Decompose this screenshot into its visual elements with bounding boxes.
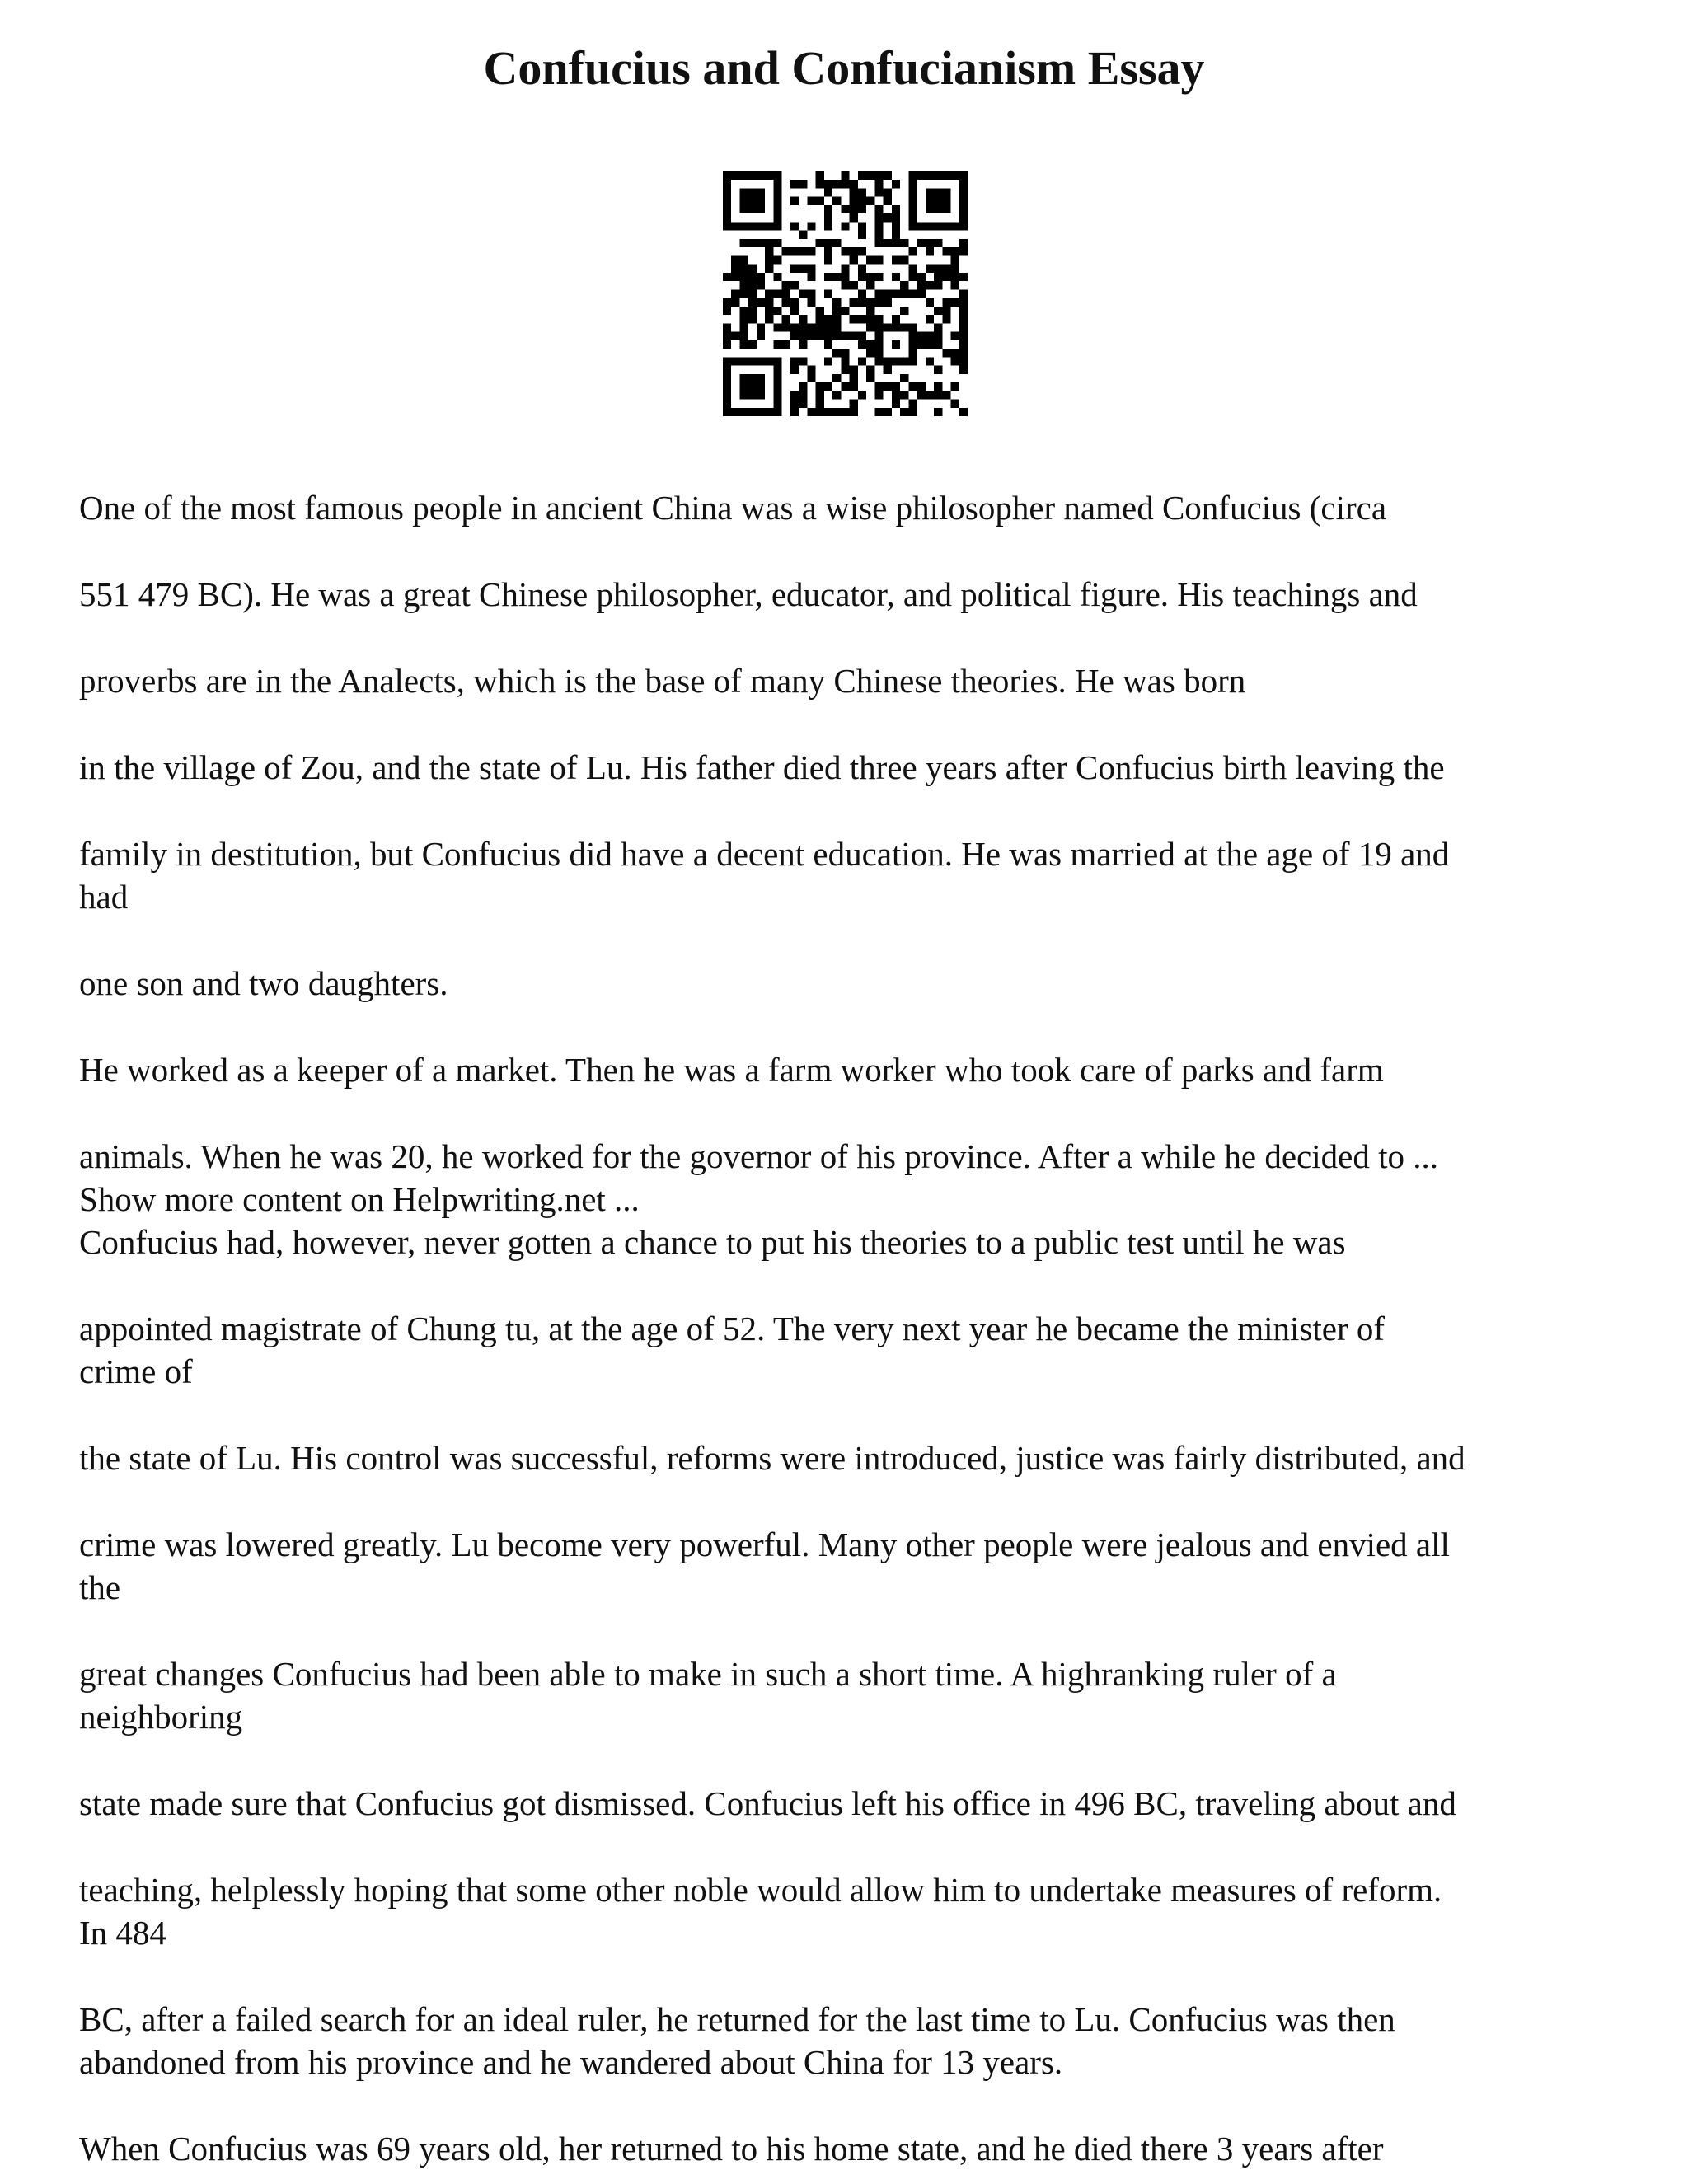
body-line: Confucius had, however, never gotten a chance to put his theories to a public test until he was — [79, 1223, 1346, 1261]
body-line: great changes Confucius had been able to make in such a short time. A highranking ruler of a — [79, 1655, 1337, 1693]
qr-code-icon — [723, 171, 968, 416]
body-line: had — [79, 878, 129, 916]
body-line: one son and two daughters. — [79, 964, 448, 1002]
document-title: Confucius and Confucianism Essay — [483, 41, 1205, 95]
body-line: In 484 — [79, 1914, 166, 1952]
body-line: in the village of Zou, and the state of Lu. His father died three years after Confucius birth leaving the — [79, 748, 1445, 786]
body-line: crime of — [79, 1352, 193, 1390]
body-line: abandoned from his province and he wandered about China for 13 years. — [79, 2043, 1063, 2081]
body-line: animals. When he was 20, he worked for the governor of his province. After a while he decided to ... — [79, 1137, 1438, 1175]
body-line: 551 479 BC). He was a great Chinese philosopher, educator, and political figure. His teachings and — [79, 575, 1418, 613]
body-line: One of the most famous people in ancient China was a wise philosopher named Confucius (circa — [79, 489, 1387, 527]
body-line: appointed magistrate of Chung tu, at the age of 52. The very next year he became the minister of — [79, 1310, 1386, 1347]
body-line: crime was lowered greatly. Lu become very powerful. Many other people were jealous and envied all — [79, 1526, 1450, 1563]
body-line: family in destitution, but Confucius did have a decent education. He was married at the age of 19 and — [79, 835, 1450, 873]
body-line: the state of Lu. His control was successful, reforms were introduced, justice was fairly distributed, and — [79, 1439, 1465, 1477]
body-line: He worked as a keeper of a market. Then he was a farm worker who took care of parks and farm — [79, 1051, 1384, 1089]
body-line: the — [79, 1568, 121, 1606]
body-line: proverbs are in the Analects, which is the base of many Chinese theories. He was born — [79, 662, 1246, 700]
body-line: BC, after a failed search for an ideal ruler, he returned for the last time to Lu. Confucius was then — [79, 2000, 1395, 2038]
body-line: teaching, helplessly hoping that some other noble would allow him to undertake measures of reform. — [79, 1871, 1442, 1909]
body-line: When Confucius was 69 years old, her returned to his home state, and he died there 3 years after — [79, 2130, 1384, 2168]
show-more-line: Show more content on Helpwriting.net ... — [79, 1180, 640, 1218]
body-line: neighboring — [79, 1698, 243, 1736]
body-line: state made sure that Confucius got dismissed. Confucius left his office in 496 BC, traveling about and — [79, 1784, 1456, 1822]
